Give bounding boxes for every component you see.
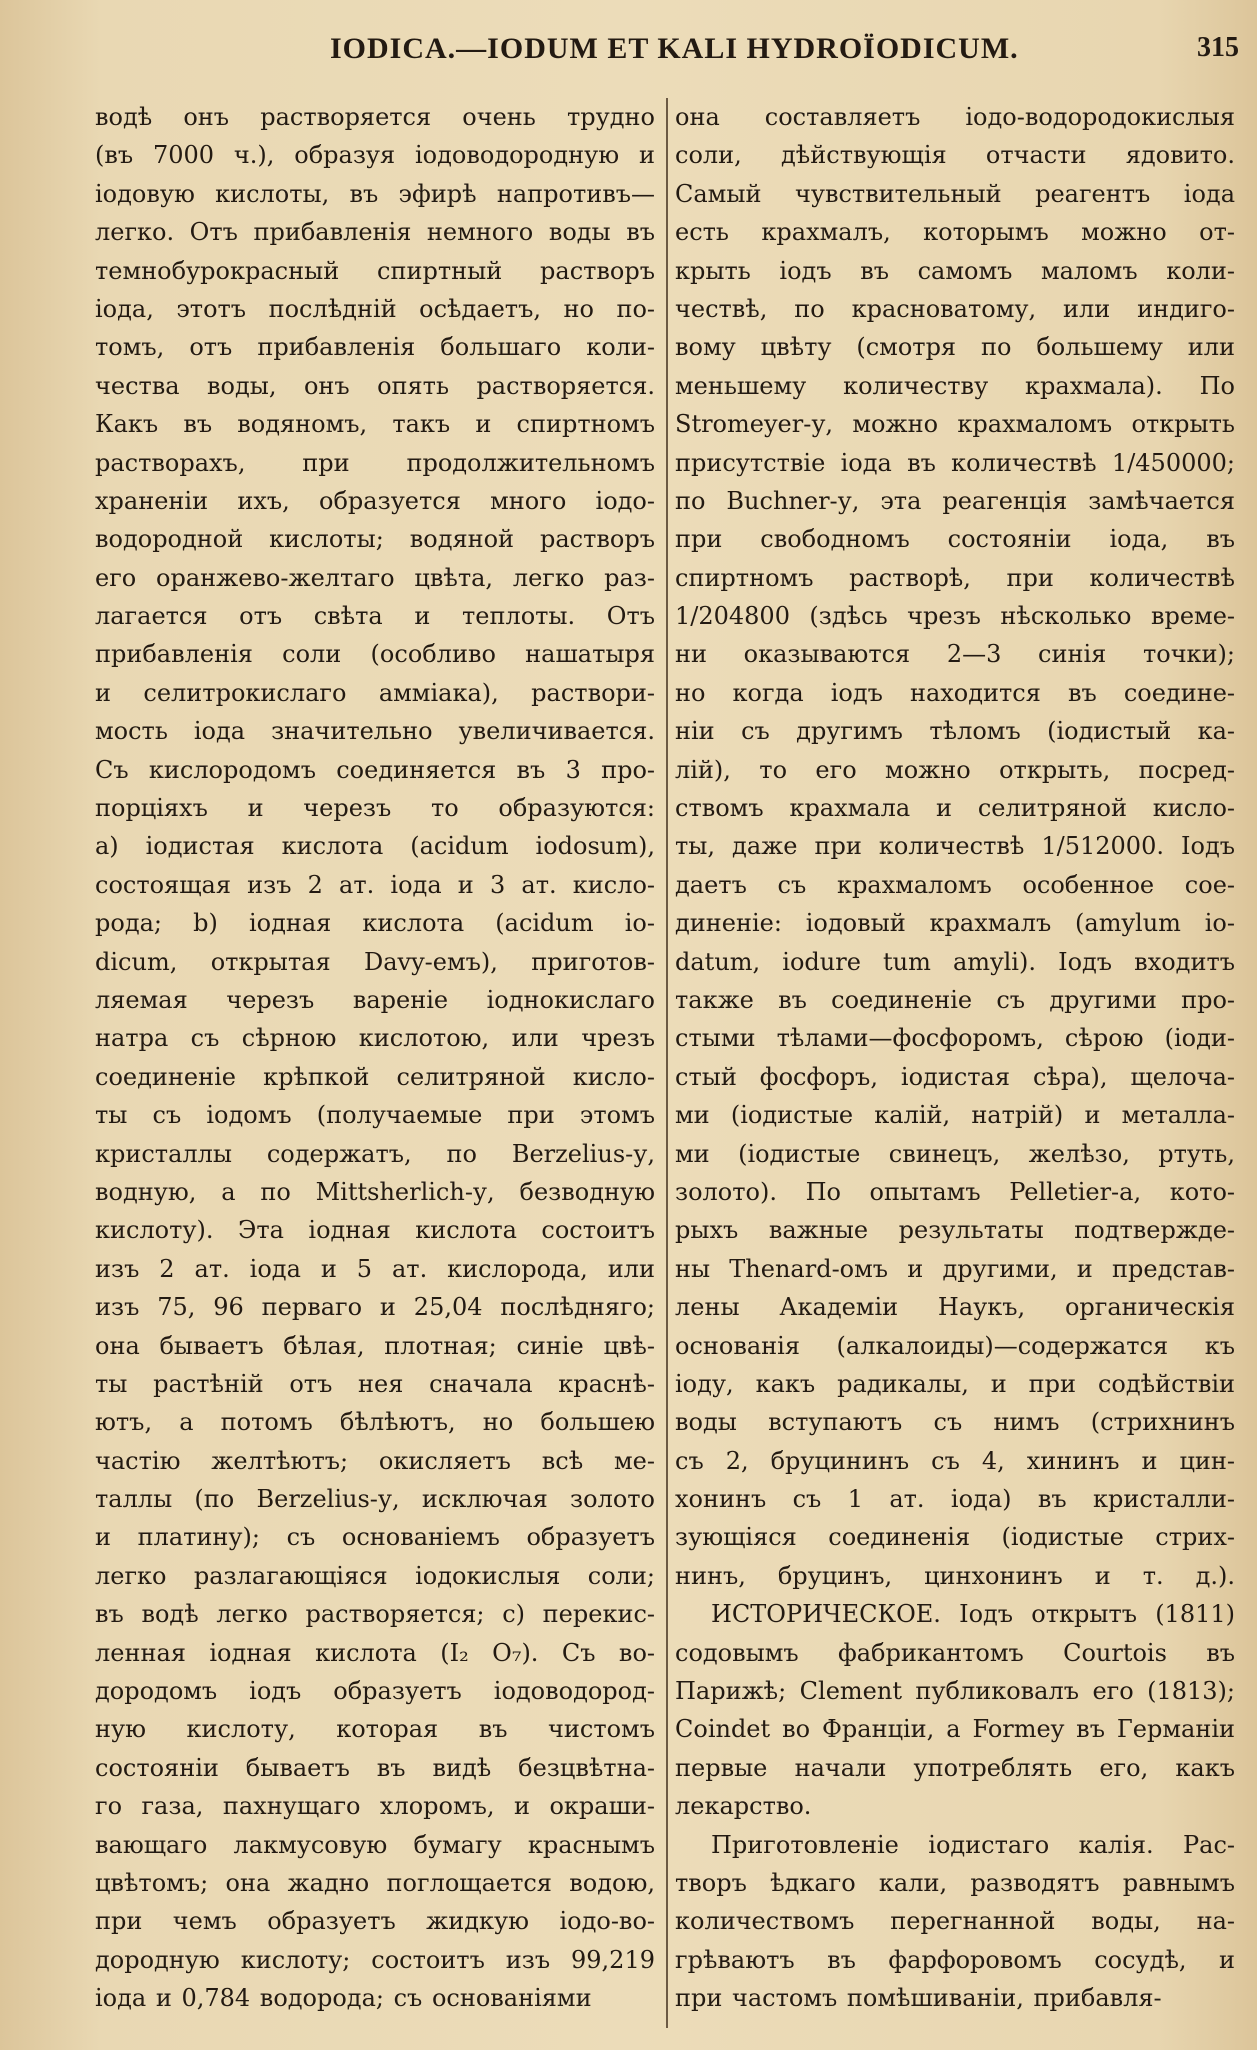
text-line: ты растѣній отъ нея сначала краснѣ- [95,1369,655,1398]
text-line: ніи съ другимъ тѣломъ (іодистый ка- [675,717,1235,746]
text-line: также въ соединеніе съ другими про- [675,985,1235,1014]
text-line: при свободномъ состояніи іода, въ [675,525,1235,554]
text-line: и селитрокислаго амміака), раствори- [95,678,655,707]
text-line: ни оказываются 2—3 синія точки); [675,640,1235,669]
running-header [0,28,1257,68]
text-line: мость іода значительно увеличивается. [95,717,655,746]
text-line: съ 2, бруцининъ съ 4, хининъ и цин- [675,1446,1235,1475]
text-columns [95,98,1255,2043]
left-column [95,98,655,2043]
text-line: ляемая черезъ вареніе іоднокислаго [95,985,655,1014]
page-number: 315 [1197,32,1239,63]
text-line: 1/204800 (здѣсь чрезъ нѣсколько време- [675,602,1235,631]
text-line: datum, iodure tum amyli). Іодъ входитъ [675,947,1235,976]
text-line: Coindet во Франціи, а Formey въ Германіи [675,1715,1235,1744]
text-line: ны Thenard-омъ и другими, и представ- [675,1254,1235,1283]
text-line: кристаллы содержатъ, по Berzelius-у, [95,1139,655,1168]
text-line: Какъ въ водяномъ, такъ и спиртномъ [95,410,655,439]
text-line: зующіяся соединенія (іодистые стрих- [675,1523,1235,1552]
text-line: стый фосфоръ, іодистая сѣра), щелоча- [675,1062,1235,1091]
text-line: рыхъ важные результаты подтвержде- [675,1216,1235,1245]
text-line: чества воды, онъ опять растворяется. [95,371,655,400]
text-line: Парижѣ; Clement публиковалъ его (1813); [675,1677,1235,1706]
text-line: Съ кислородомъ соединяется въ 3 про- [95,755,655,784]
text-line: темнобурокрасный спиртный растворъ [95,256,655,285]
text-line: ты съ іодомъ (получаемые при этомъ [95,1101,655,1130]
text-line: первые начали употреблять его, какъ [675,1753,1235,1782]
text-line: прибавленія соли (особливо нашатыря [95,640,655,669]
text-line: ствомъ крахмала и селитряной кисло- [675,794,1235,823]
text-line: томъ, отъ прибавленія большаго коли- [95,333,655,362]
text-line: ютъ, а потомъ бѣлѣютъ, но большею [95,1408,655,1437]
text-line: водородной кислоты; водяной растворъ [95,525,655,554]
text-line: стыми тѣлами—фосфоромъ, сѣрою (іоди- [675,1024,1235,1053]
text-line: при чемъ образуетъ жидкую іодо-во- [95,1907,655,1936]
text-line: цвѣтомъ; она жадно поглощается водою, [95,1868,655,1897]
text-line: его оранжево-желтаго цвѣта, легко раз- [95,563,655,592]
text-line: ми (іодистые калій, натрій) и металла- [675,1101,1235,1130]
text-line: ленная іодная кислота (I₂ O₇). Съ во- [95,1638,655,1667]
running-title: IODICA.—IODUM ET KALI HYDROÏODICUM. [330,32,1019,65]
text-line: іода, этотъ послѣдній осѣдаетъ, но по- [95,294,655,323]
text-line: натра съ сѣрною кислотою, или чрезъ [95,1024,655,1053]
text-line: она бываетъ бѣлая, плотная; синіе цвѣ- [95,1331,655,1360]
text-line: даетъ съ крахмаломъ особенное сое- [675,870,1235,899]
text-line: воды вступаютъ съ нимъ (стрихнинъ [675,1408,1235,1437]
text-line: лены Академіи Наукъ, органическія [675,1293,1235,1322]
text-line: содовымъ фабрикантомъ Courtois въ [675,1638,1235,1667]
text-line: го газа, пахнущаго хлоромъ, и окраши- [95,1792,655,1821]
text-line: ты, даже при количествѣ 1/512000. Іодъ [675,832,1235,861]
text-line: она составляетъ іодо-водородокислыя [675,103,1235,131]
text-line: состоящая изъ 2 ат. іода и 3 ат. кисло- [95,870,655,899]
text-line: легко разлагающіяся іодокислыя соли; [95,1561,655,1590]
text-line: водную, а по Mittsherlich-у, безводную [95,1177,655,1206]
text-line: но когда іодъ находится въ соедине- [675,678,1235,707]
text-line: соединеніе крѣпкой селитряной кисло- [95,1062,655,1091]
text-line: Самый чувствительный реагентъ іода [675,179,1235,208]
text-line: меньшему количеству крахмала). По [675,371,1235,400]
text-line: іодовую кислоты, въ эфирѣ напротивъ— [95,179,655,208]
text-line: въ водѣ легко растворяется; с) перекис- [95,1600,655,1629]
text-line: дородную кислоту; состоитъ изъ 99,219 [95,1945,655,1974]
text-line: золото). По опытамъ Pelletier-а, кото- [675,1177,1235,1206]
text-line: растворахъ, при продолжительномъ [95,448,655,477]
text-line: по Buchner-у, эта реагенція замѣчается [675,486,1235,515]
text-line: и платину); съ основаніемъ образуетъ [95,1523,655,1552]
text-line: диненіе: іодовый крахмалъ (amylum io- [675,909,1235,938]
text-line: вому цвѣту (смотря по большему или [675,333,1235,362]
text-line: количествомъ перегнанной воды, на- [675,1907,1235,1936]
text-line: соли, дѣйствующія отчасти ядовито. [675,141,1235,170]
right-column [675,98,1235,2043]
text-line: Stromeyer-у, можно крахмаломъ открыть [675,410,1235,439]
text-line: лій), то его можно открыть, посред- [675,755,1235,784]
text-line: присутствіе іода въ количествѣ 1/450000; [675,448,1235,477]
text-line: творъ ѣдкаго кали, разводятъ равнымъ [675,1868,1235,1897]
text-line: таллы (по Berzelius-у, исключая золото [95,1485,655,1514]
text-line: dicum, открытая Davy-емъ), приготов- [95,947,655,976]
text-line: легко. Отъ прибавленія немного воды въ [95,218,655,247]
text-line: основанія (алкалоиды)—содержатся къ [675,1331,1235,1360]
text-line: хонинъ съ 1 ат. іода) въ кристалли- [675,1485,1235,1514]
text-line: водѣ онъ растворяется очень трудно [95,103,655,131]
text-line: дородомъ іодъ образуетъ іодоводород- [95,1677,655,1706]
text-line: спиртномъ растворѣ, при количествѣ [675,563,1235,592]
text-line: кислоту). Эта іодная кислота состоитъ [95,1216,655,1245]
text-line: (въ 7000 ч.), образуя іодоводородную и [95,141,655,170]
text-line: лагается отъ свѣта и теплоты. Отъ [95,602,655,631]
text-line: чествѣ, по красноватому, или индиго- [675,294,1235,323]
text-line: Приготовленіе іодистаго калія. Рас- [711,1830,1235,1859]
text-line: при частомъ помѣшиваніи, прибавля- [675,1984,1162,2013]
text-line: іоду, какъ радикалы, и при содѣйствіи [675,1369,1235,1398]
text-line: лекарство. [675,1792,812,1821]
text-line: состояніи бываетъ въ видѣ безцвѣтна- [95,1753,655,1782]
text-line: грѣваютъ въ фарфоровомъ сосудѣ, и [675,1945,1235,1974]
text-line: рода; b) іодная кислота (acidum io- [95,909,655,938]
text-line: ми (іодистые свинецъ, желѣзо, ртуть, [675,1139,1235,1168]
text-line: нинъ, бруцинъ, цинхонинъ и т. д.). [675,1561,1235,1590]
text-line: ную кислоту, которая въ чистомъ [95,1715,655,1744]
text-line: порціяхъ и черезъ то образуются: [95,794,655,823]
text-line: а) іодистая кислота (acidum iodosum), [95,832,655,861]
text-line: частію желтѣютъ; окисляетъ всѣ ме- [95,1446,655,1475]
text-line: іода и 0,784 водорода; съ основаніями [95,1984,592,2013]
text-line: храненіи ихъ, образуется много іодо- [95,486,655,515]
text-line: есть крахмалъ, которымъ можно от- [675,218,1235,247]
text-line: изъ 75, 96 перваго и 25,04 послѣдняго; [95,1293,655,1322]
text-line: изъ 2 ат. іода и 5 ат. кислорода, или [95,1254,655,1283]
text-line: вающаго лакмусовую бумагу краснымъ [95,1830,655,1859]
text-line: ИСТОРИЧЕСКОЕ. Іодъ открытъ (1811) [711,1600,1235,1629]
text-line: крыть іодъ въ самомъ маломъ коли- [675,256,1235,285]
